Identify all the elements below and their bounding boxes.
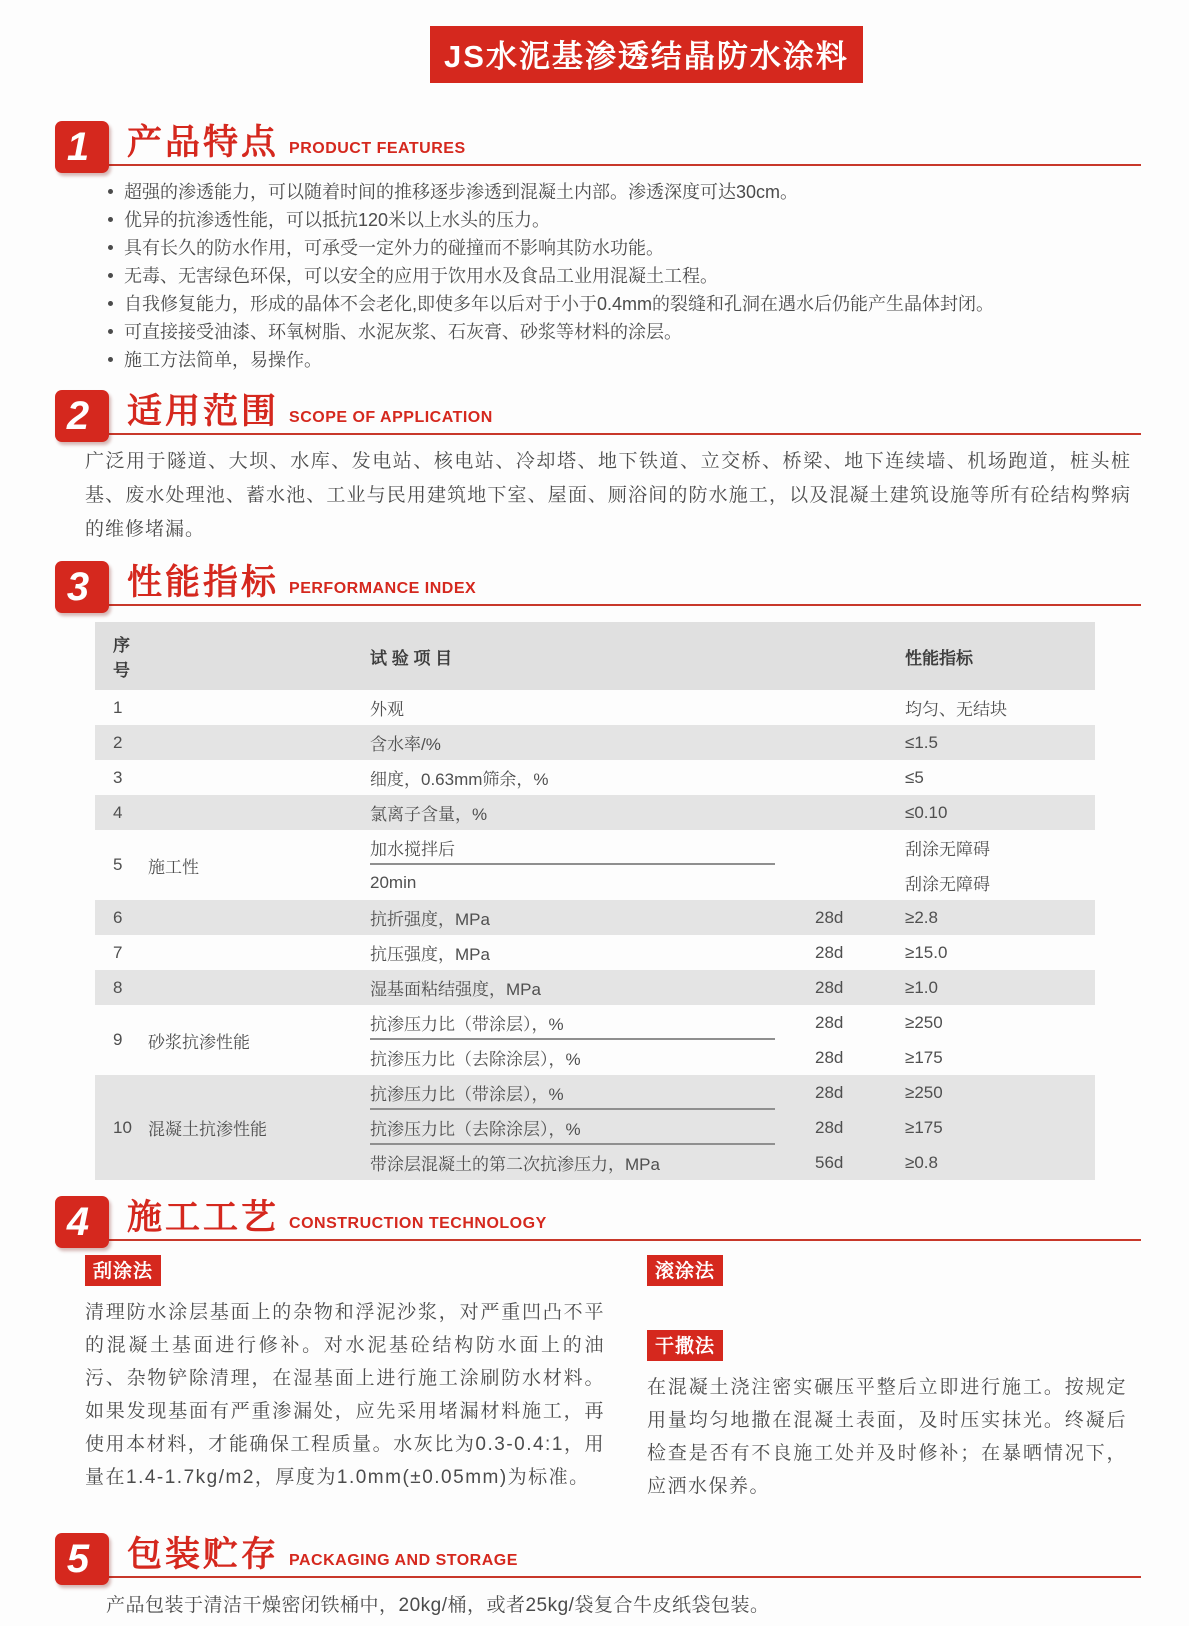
section-scope xyxy=(0,390,1189,547)
cell-index: ≥0.8 xyxy=(905,1152,938,1172)
cell-item: 抗折强度，MPa xyxy=(370,910,490,929)
section-subtitle-en: PACKAGING AND STORAGE xyxy=(289,1552,518,1569)
table-header-row xyxy=(95,622,1095,690)
cell-index: ≤1.5 xyxy=(905,732,938,752)
section-title: 施工工艺 xyxy=(127,1198,280,1237)
section-header-features xyxy=(55,121,1141,169)
cell-no: 7 xyxy=(113,942,123,962)
cell-age xyxy=(800,830,880,865)
bullet-dot-icon xyxy=(108,189,113,194)
cell-age xyxy=(800,690,880,725)
section-header-packaging xyxy=(55,1533,1141,1581)
col-header-item: 试 验 项 目 xyxy=(370,648,453,668)
col-header-index: 性能指标 xyxy=(905,648,973,668)
cell-no: 8 xyxy=(113,977,123,997)
cell-item: 抗渗压力比（去除涂层），% xyxy=(370,1050,581,1069)
roll-dry-method-block xyxy=(647,1255,1127,1503)
section-performance xyxy=(0,561,1189,1180)
table-row xyxy=(95,830,1095,865)
list-item xyxy=(106,178,1129,206)
dry-method-block xyxy=(647,1330,1127,1503)
list-item xyxy=(106,346,1129,374)
cell-group: 施工性 xyxy=(148,857,199,877)
cell-age: 28d xyxy=(815,942,844,962)
list-item xyxy=(106,318,1129,346)
cell-index: ≥2.8 xyxy=(905,907,938,927)
feature-text: 施工方法简单，易操作。 xyxy=(124,350,322,370)
cell-index: 刮涂无障碍 xyxy=(905,840,990,859)
table-row xyxy=(95,900,1095,935)
bullet-dot-icon xyxy=(108,273,113,278)
roll-method-badge: 滚涂法 xyxy=(647,1255,723,1286)
cell-index: ≥15.0 xyxy=(905,942,948,962)
cell-index: ≤0.10 xyxy=(905,802,948,822)
cell-index: ≤5 xyxy=(905,767,924,787)
feature-text: 自我修复能力，形成的晶体不会老化,即使多年以后对于小于0.4mm的裂缝和孔洞在遇水后仍能产生晶体封闭。 xyxy=(124,294,995,314)
cell-index: ≥250 xyxy=(905,1012,943,1032)
scrape-method-text: 清理防水涂层基面上的杂物和浮泥沙浆，对严重凹凸不平的混凝土基面进行修补。对水泥基砼结构防水面上的油污、杂物铲除清理，在湿基面上进行施工涂刷防水材料。如果发现基面有严重渗漏处，应先采用堵漏材料施工，再使用本材料，才能确保工程质量。水灰比为0.3-0.4:1，用量在1.4-1.7kg/m2，厚度为1.0mm(±0.05mm)为标准。 xyxy=(85,1302,605,1488)
cell-age xyxy=(800,795,880,830)
scope-paragraph: 广泛用于隧道、大坝、水库、发电站、核电站、冷却塔、地下铁道、立交桥、桥梁、地下连续墙、机场跑道，桩头桩基、废水处理池、蓄水池、工业与民用建筑地下室、屋面、厕浴间的防水施工，以及混凝土建筑设施等所有砼结构弊病的维修堵漏。 xyxy=(85,451,1131,540)
cell-item: 抗渗压力比（去除涂层），% xyxy=(360,1110,800,1145)
cell-age xyxy=(800,760,880,795)
list-item xyxy=(106,234,1129,262)
cell-index: ≥175 xyxy=(905,1047,943,1067)
col-header-no: 序号 xyxy=(113,636,130,680)
cell-no: 10 xyxy=(113,1117,132,1137)
cell-item: 氯离子含量，% xyxy=(370,805,488,824)
cell-age: 28d xyxy=(815,907,844,927)
section-subtitle-en: PRODUCT FEATURES xyxy=(289,140,466,157)
col-header-age xyxy=(800,622,880,690)
col-header-group xyxy=(140,622,360,690)
table-row xyxy=(95,1005,1095,1040)
section-features xyxy=(0,121,1189,374)
bullet-dot-icon xyxy=(108,329,113,334)
table-row xyxy=(95,970,1095,1005)
section-number-badge: 3 xyxy=(55,561,109,613)
cell-no: 4 xyxy=(113,802,123,822)
cell-index: ≥250 xyxy=(905,1082,943,1102)
section-title: 性能指标 xyxy=(127,563,280,602)
cell-item: 含水率/% xyxy=(370,735,441,754)
cell-item: 细度，0.63mm筛余，% xyxy=(370,770,549,789)
section-subtitle-en: CONSTRUCTION TECHNOLOGY xyxy=(289,1215,547,1232)
dry-method-badge: 干撒法 xyxy=(647,1330,723,1361)
cell-age: 28d xyxy=(815,1117,844,1137)
section-number-badge: 4 xyxy=(55,1196,109,1248)
section-packaging xyxy=(0,1533,1189,1617)
cell-no: 2 xyxy=(113,732,123,752)
section-header-performance xyxy=(55,561,1141,609)
scrape-method-badge: 刮涂法 xyxy=(85,1255,161,1286)
bullet-dot-icon xyxy=(108,217,113,222)
bullet-dot-icon xyxy=(108,357,113,362)
cell-no: 1 xyxy=(113,697,123,717)
list-item xyxy=(106,262,1129,290)
cell-no: 6 xyxy=(113,907,123,927)
cell-age: 28d xyxy=(815,1082,844,1102)
cell-age: 28d xyxy=(815,977,844,997)
feature-text: 超强的渗透能力，可以随着时间的推移逐步渗透到混凝土内部。渗透深度可达30cm。 xyxy=(124,182,799,202)
cell-item: 湿基面粘结强度，MPa xyxy=(370,980,541,999)
dry-method-text: 在混凝土浇注密实碾压平整后立即进行施工。按规定用量均匀地撒在混凝土表面，及时压实抹光。终凝后检查是否有不良施工处并及时修补；在暴晒情况下，应洒水保养。 xyxy=(647,1377,1127,1497)
cell-item: 20min xyxy=(370,872,417,892)
list-item xyxy=(106,290,1129,318)
section-title: 产品特点 xyxy=(127,123,280,162)
cell-no: 3 xyxy=(113,767,123,787)
feature-text: 优异的抗渗透性能，可以抵抗120米以上水头的压力。 xyxy=(124,210,551,230)
cell-item: 抗渗压力比（带涂层），% xyxy=(360,1005,800,1040)
packaging-paragraph: 产品包装于清洁干燥密闭铁桶中，20kg/桶，或者25kg/袋复合牛皮纸袋包装。 xyxy=(106,1595,770,1616)
feature-text: 无毒、无害绿色环保，可以安全的应用于饮用水及食品工业用混凝土工程。 xyxy=(124,266,718,286)
cell-no: 5 xyxy=(113,855,123,874)
section-number-badge: 1 xyxy=(55,121,109,173)
cell-age: 56d xyxy=(815,1152,844,1172)
bullet-dot-icon xyxy=(108,301,113,306)
title-banner-wrap xyxy=(0,26,1189,83)
cell-index: ≥175 xyxy=(905,1117,943,1137)
section-title: 包装贮存 xyxy=(127,1535,280,1574)
section-number-badge: 2 xyxy=(55,390,109,442)
feature-text: 具有长久的防水作用，可承受一定外力的碰撞而不影响其防水功能。 xyxy=(124,238,664,258)
table-row xyxy=(95,795,1095,830)
section-header-construction xyxy=(55,1196,1141,1244)
cell-item: 抗渗压力比（带涂层），% xyxy=(360,1075,800,1110)
cell-age xyxy=(800,725,880,760)
cell-item: 外观 xyxy=(370,700,404,719)
section-subtitle-en: SCOPE OF APPLICATION xyxy=(289,409,493,426)
cell-index: ≥1.0 xyxy=(905,977,938,997)
cell-group: 混凝土抗渗性能 xyxy=(148,1120,267,1139)
section-number-badge: 5 xyxy=(55,1533,109,1585)
table-row xyxy=(95,935,1095,970)
table-row xyxy=(95,690,1095,725)
section-title: 适用范围 xyxy=(127,392,280,431)
page-title: JS水泥基渗透结晶防水涂料 xyxy=(430,26,863,83)
cell-index: 刮涂无障碍 xyxy=(905,875,990,894)
roll-method-block xyxy=(647,1255,1127,1286)
cell-item: 带涂层混凝土的第二次抗渗压力，MPa xyxy=(370,1155,660,1174)
table-row xyxy=(95,1075,1095,1110)
table-row xyxy=(95,725,1095,760)
cell-no: 9 xyxy=(113,1030,123,1049)
cell-age: 28d xyxy=(815,1012,844,1032)
scrape-method-block xyxy=(85,1255,605,1503)
cell-index: 均匀、无结块 xyxy=(905,700,1007,719)
section-construction xyxy=(0,1196,1189,1503)
table-row xyxy=(95,760,1095,795)
bullet-dot-icon xyxy=(108,245,113,250)
list-item xyxy=(106,206,1129,234)
feature-text: 可直接接受油漆、环氧树脂、水泥灰浆、石灰膏、砂浆等材料的涂层。 xyxy=(124,322,682,342)
feature-list xyxy=(106,178,1129,374)
cell-group: 砂浆抗渗性能 xyxy=(148,1032,250,1052)
cell-item: 抗压强度，MPa xyxy=(370,945,490,964)
cell-age: 28d xyxy=(815,1047,844,1067)
performance-table xyxy=(95,622,1095,1180)
cell-item: 加水搅拌后 xyxy=(360,830,800,865)
cell-age xyxy=(800,865,880,900)
section-subtitle-en: PERFORMANCE INDEX xyxy=(289,580,477,597)
section-header-scope xyxy=(55,390,1141,438)
